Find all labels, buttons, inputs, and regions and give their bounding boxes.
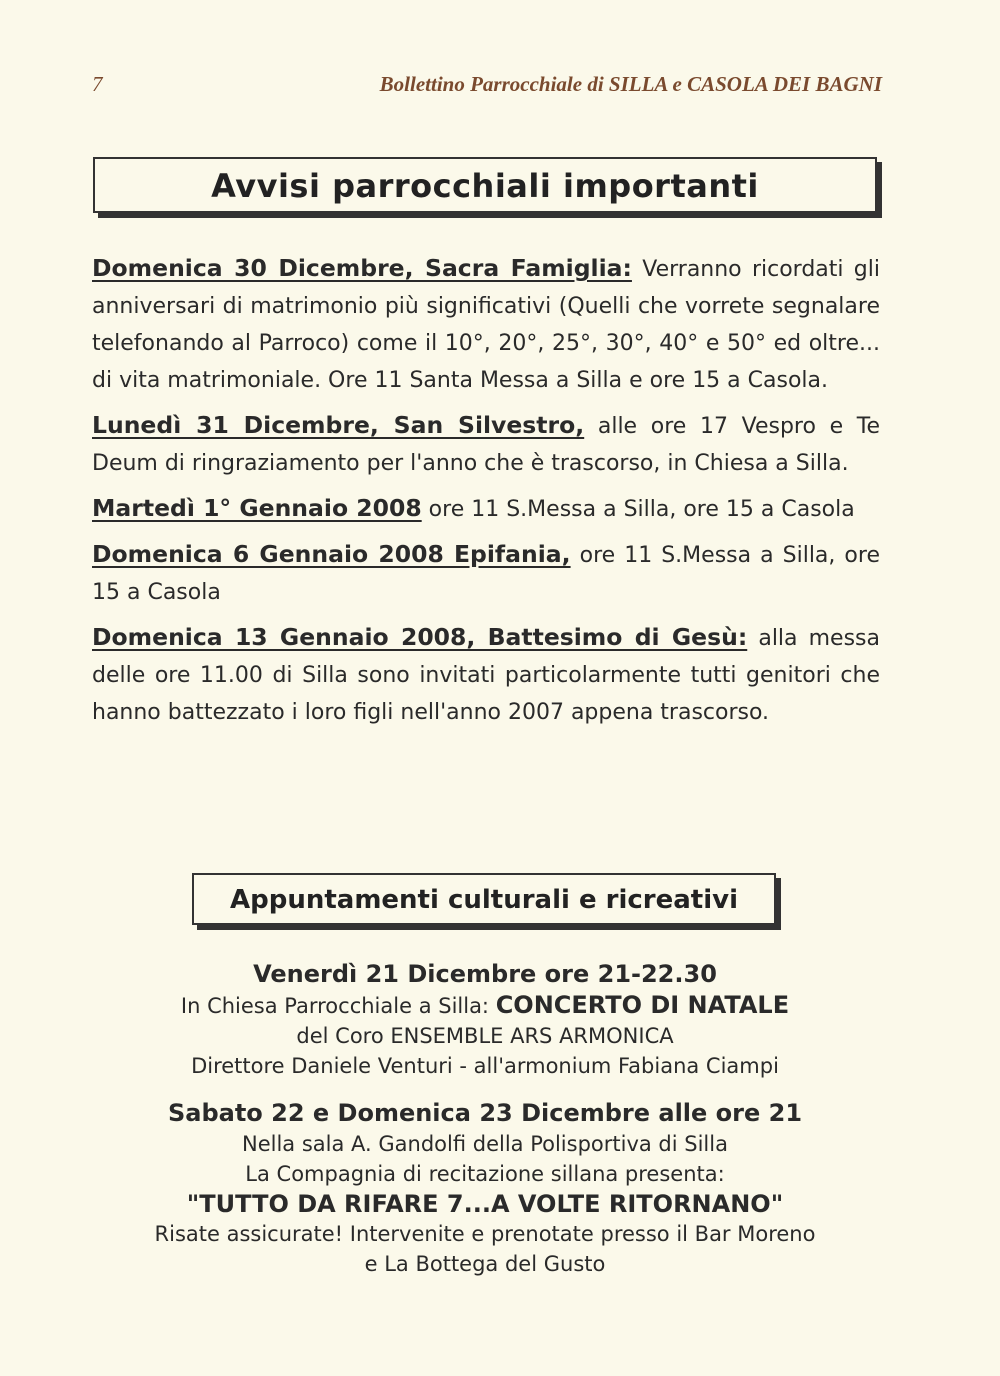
event-detail: e La Bottega del Gusto bbox=[364, 1252, 606, 1276]
notice-heading: Domenica 6 Gennaio 2008 Epifania, bbox=[92, 540, 571, 568]
notice-item bbox=[92, 250, 880, 399]
notice-item bbox=[92, 490, 880, 528]
section-title-appuntamenti: Appuntamenti culturali e ricreativi bbox=[192, 873, 776, 925]
notice-item bbox=[92, 536, 880, 611]
event-show-title: "TUTTO DA RIFARE 7...A VOLTE RITORNANO" bbox=[186, 1190, 784, 1218]
event-detail: La Compagnia di recitazione sillana presenta: bbox=[245, 1162, 725, 1186]
bulletin-title: Bollettino Parrocchiale di SILLA e CASOLA DEI BAGNI bbox=[379, 72, 882, 96]
section-title-avvisi: Avvisi parrocchiali importanti bbox=[93, 157, 877, 213]
event-heading: Venerdì 21 Dicembre ore 21-22.30 bbox=[253, 960, 717, 988]
notice-text: ore 11 S.Messa a Silla, ore 15 a Casola bbox=[421, 497, 855, 522]
page-number: 7 bbox=[92, 72, 103, 96]
events-list bbox=[60, 958, 910, 1295]
notices-list bbox=[92, 250, 880, 739]
event-location-line bbox=[60, 990, 910, 1021]
notice-text: alle ore 17 Vespro e Te Deum di ringraziamento per l'anno che è trascorso, in Chiesa a Silla. bbox=[92, 414, 880, 476]
notice-heading: Lunedì 31 Dicembre, San Silvestro, bbox=[92, 411, 585, 439]
notice-heading: Domenica 30 Dicembre, Sacra Famiglia: bbox=[92, 254, 632, 282]
event-detail: Risate assicurate! Intervenite e prenotate presso il Bar Moreno bbox=[154, 1222, 816, 1246]
event-theatre bbox=[60, 1097, 910, 1279]
event-detail: Direttore Daniele Venturi - all'armonium Fabiana Ciampi bbox=[191, 1054, 779, 1078]
event-detail: Nella sala A. Gandolfi della Polisportiva di Silla bbox=[242, 1132, 728, 1156]
notice-heading: Domenica 13 Gennaio 2008, Battesimo di Gesù: bbox=[92, 623, 748, 651]
notice-item bbox=[92, 407, 880, 482]
page-header bbox=[92, 72, 882, 97]
notice-heading: Martedì 1° Gennaio 2008 bbox=[92, 494, 422, 522]
notice-text: ore 11 S.Messa a Silla, ore 15 a Casola bbox=[92, 543, 880, 605]
event-location: In Chiesa Parrocchiale a Silla: bbox=[180, 994, 496, 1018]
notice-text: alla messa delle ore 11.00 di Silla sono invitati particolarmente tutti genitori che hanno battezzato i loro figli nell'anno 2007 appena trascorso. bbox=[92, 626, 880, 725]
event-heading: Sabato 22 e Domenica 23 Dicembre alle ore 21 bbox=[167, 1099, 803, 1127]
notice-item bbox=[92, 619, 880, 731]
event-highlight: CONCERTO DI NATALE bbox=[495, 991, 790, 1019]
event-detail: del Coro ENSEMBLE ARS ARMONICA bbox=[296, 1024, 674, 1048]
notice-text: Verranno ricordati gli anniversari di matrimonio più significativi (Quelli che vorrete segnalare telefonando al Parroco) come il 10°, 20°, 25°, 30°, 40° e 50° ed oltre... di vita matrimoniale. Ore 11 Santa Messa a Silla e ore 15 a Casola. bbox=[92, 257, 880, 393]
event-concert bbox=[60, 958, 910, 1081]
